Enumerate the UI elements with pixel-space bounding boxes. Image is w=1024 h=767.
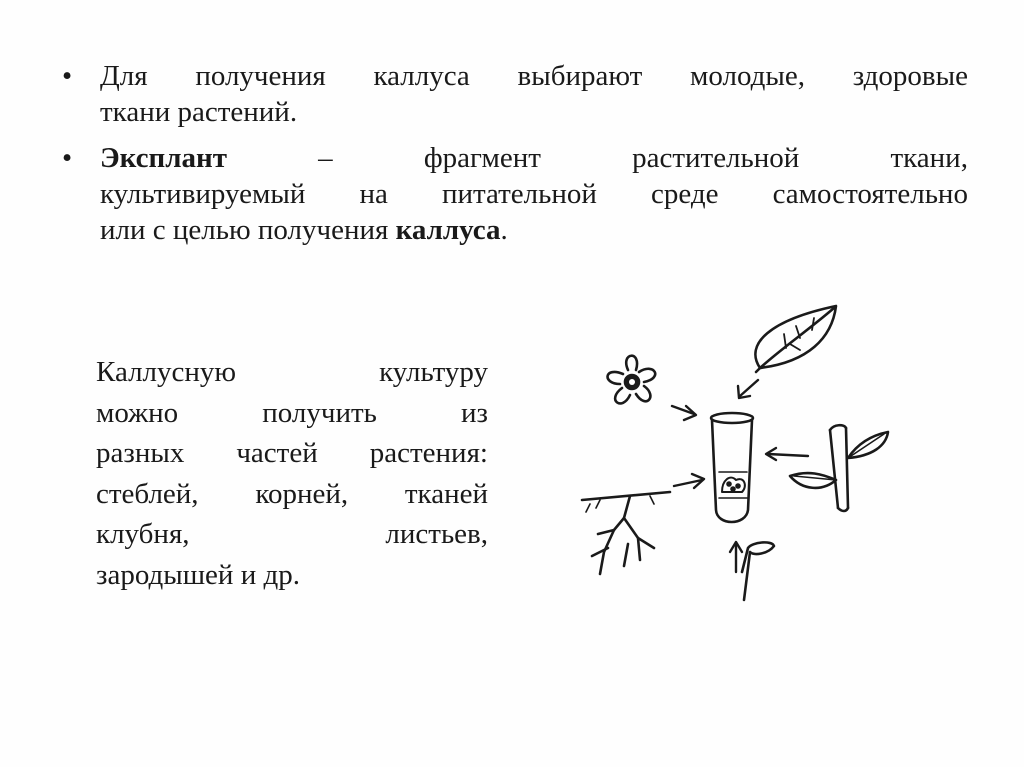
bullet-line [100, 58, 968, 94]
word: ткани, [890, 142, 968, 174]
root-icon [582, 492, 670, 574]
paragraph-line [96, 433, 488, 474]
word: – [318, 142, 333, 174]
bullet-line [100, 212, 968, 248]
word: растения: [369, 437, 488, 469]
word: тканей [404, 477, 488, 510]
paragraph-line [96, 352, 488, 393]
paragraph-line [96, 514, 488, 555]
callus-sources-illustration [575, 300, 895, 610]
test-tube-icon [711, 413, 753, 522]
word: здоровые [852, 60, 968, 92]
bullet-line [100, 176, 968, 212]
word: среде [650, 178, 719, 210]
paragraph-line [96, 474, 488, 515]
text-run: . [500, 214, 508, 246]
word: молодые, [690, 60, 805, 92]
word: разных [96, 437, 185, 469]
word: выбирают [517, 60, 643, 92]
word: листьев, [385, 518, 488, 550]
bullet-list [62, 58, 968, 258]
word: Каллусную [96, 356, 237, 388]
word: растительной [632, 142, 800, 174]
leaf-icon [755, 306, 836, 372]
word: частей [236, 437, 318, 469]
term-explant: Эксплант [100, 142, 227, 174]
callus-culture-paragraph [96, 352, 488, 595]
word: каллуса [373, 60, 470, 92]
bullet-item-callus-source [62, 58, 968, 130]
bullet-line [100, 140, 968, 176]
seed-sprout-icon [742, 542, 774, 600]
flower-icon [608, 356, 656, 404]
word: получения [195, 60, 326, 92]
word: можно [96, 396, 179, 429]
word: культуру [379, 356, 488, 388]
word: получить [262, 396, 377, 429]
bullet-item-explant-definition [62, 140, 968, 248]
word: культивируемый [100, 178, 306, 210]
word: из [461, 396, 488, 429]
stem-icon [790, 425, 888, 511]
paragraph-line [96, 555, 488, 596]
word: Для [100, 60, 148, 92]
word: питательной [441, 178, 597, 210]
arrow-icon [672, 380, 808, 572]
bullet-marker: • [62, 142, 73, 174]
word: зародышей и др. [96, 558, 300, 591]
word: клубня, [96, 518, 190, 550]
bullet-line [100, 94, 968, 130]
word: самостоятельно [772, 178, 968, 210]
term-callus: каллуса [395, 214, 501, 246]
word: корней, [255, 477, 349, 510]
bullet-marker: • [62, 60, 73, 92]
word: фрагмент [423, 142, 541, 174]
text-run: или с целью получения [100, 214, 396, 246]
word: ткани растений. [100, 96, 298, 128]
word: на [359, 178, 388, 210]
paragraph-line [96, 393, 488, 434]
word: стеблей, [96, 477, 199, 510]
